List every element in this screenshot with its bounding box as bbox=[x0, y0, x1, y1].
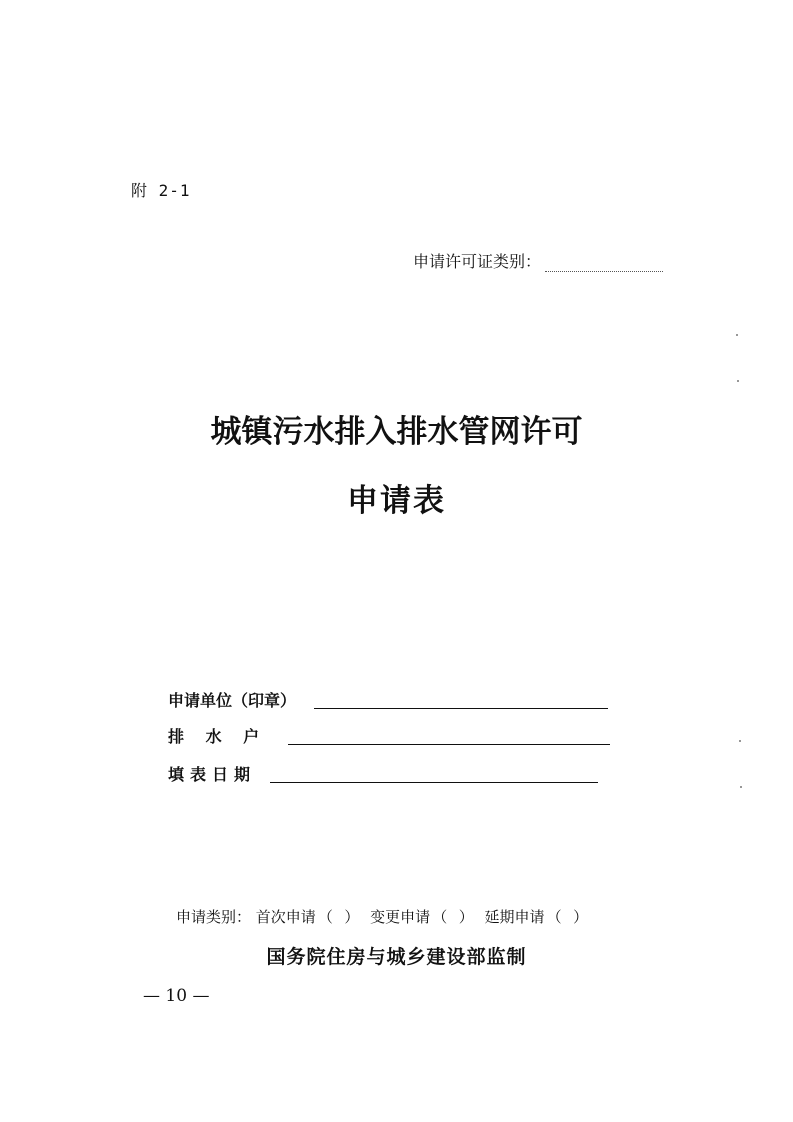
license-category-label: 申请许可证类别： bbox=[413, 252, 542, 271]
option-first-close-paren: ） bbox=[344, 908, 360, 926]
document-title: 城镇污水排入排水管网许可 bbox=[210, 414, 583, 450]
option-first-open-paren: （ bbox=[317, 908, 333, 926]
application-option-change[interactable] bbox=[370, 906, 474, 927]
fill-date-row bbox=[168, 762, 598, 785]
scan-speck bbox=[737, 380, 739, 382]
applicant-unit-blank[interactable] bbox=[314, 708, 608, 709]
option-change-close-paren: ） bbox=[458, 908, 474, 926]
supervisor-footer: 国务院住房与城乡建设部监制 bbox=[266, 946, 527, 968]
license-category-blank[interactable] bbox=[545, 259, 663, 272]
application-option-first[interactable] bbox=[256, 906, 360, 927]
drainage-user-label: 排 水 户 bbox=[168, 727, 268, 746]
fill-date-label: 填表日期 bbox=[168, 765, 257, 784]
application-type-label: 申请类别： bbox=[176, 908, 252, 926]
option-change-label: 变更申请 bbox=[370, 908, 431, 926]
option-extend-close-paren: ） bbox=[573, 908, 589, 926]
applicant-unit-label: 申请单位（印章） bbox=[168, 691, 297, 710]
drainage-user-row bbox=[168, 724, 610, 747]
option-first-label: 首次申请 bbox=[255, 908, 316, 926]
scan-speck bbox=[740, 786, 742, 788]
application-type bbox=[176, 906, 588, 927]
fill-date-blank[interactable] bbox=[270, 782, 598, 783]
option-extend-open-paren: （ bbox=[546, 908, 562, 926]
application-option-extend[interactable] bbox=[485, 906, 589, 927]
option-extend-label: 延期申请 bbox=[484, 908, 545, 926]
drainage-user-blank[interactable] bbox=[288, 744, 610, 745]
page-number: — 10 — bbox=[143, 986, 210, 1006]
applicant-unit-row bbox=[168, 688, 608, 711]
attachment-label: 附 2-1 bbox=[131, 181, 191, 200]
license-category bbox=[413, 249, 663, 272]
scan-speck bbox=[736, 334, 738, 336]
option-change-open-paren: （ bbox=[432, 908, 448, 926]
scan-speck bbox=[739, 740, 741, 742]
document-subtitle: 申请表 bbox=[347, 483, 446, 519]
